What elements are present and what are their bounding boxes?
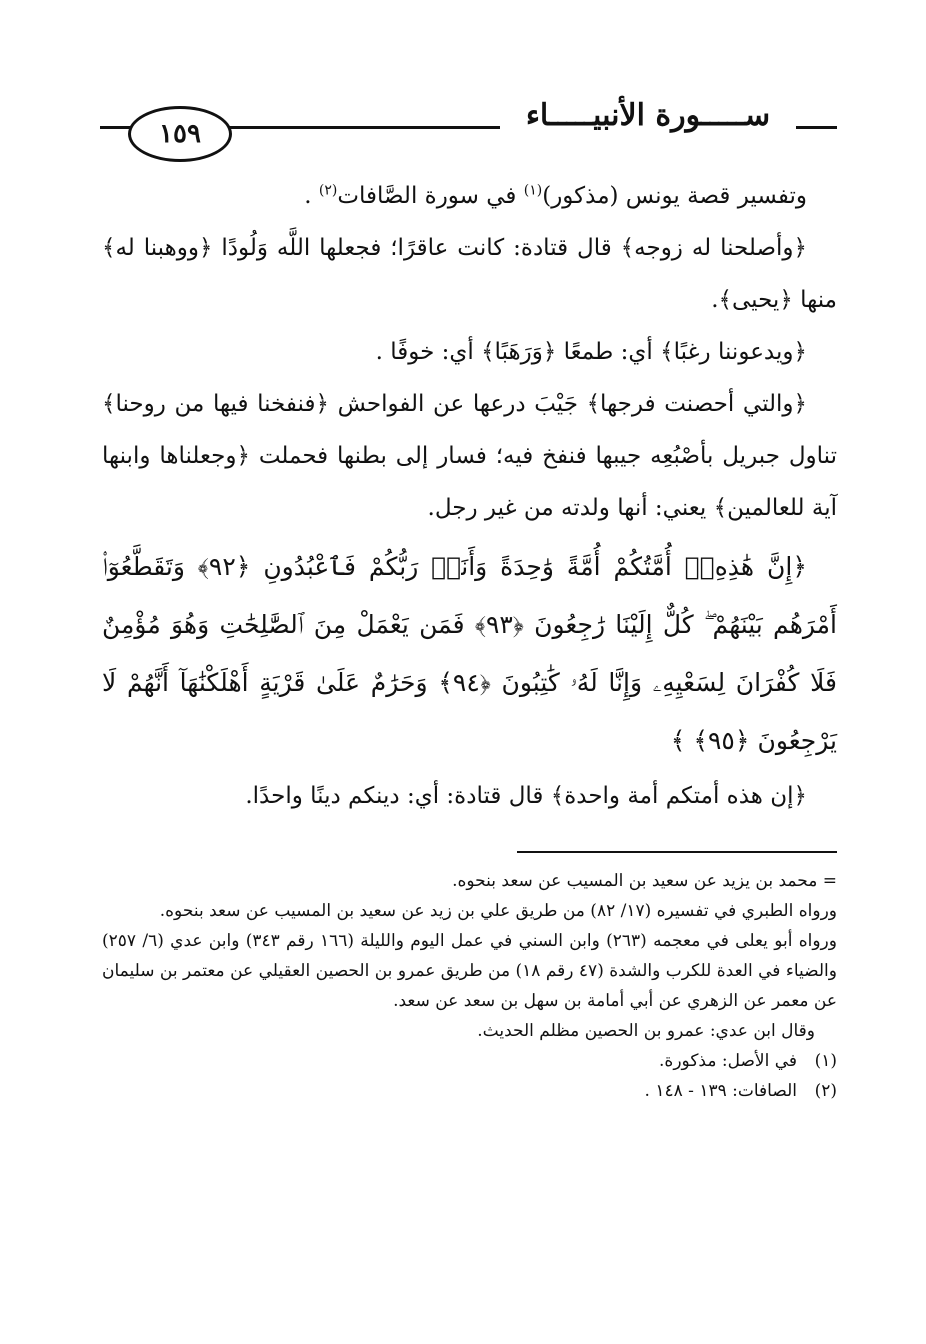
footnote-ibn-adi: وقال ابن عدي: عمرو بن الحصين مظلم الحديث. [477,1021,815,1041]
paragraph-ummah: ﴿إن هذه أمتكم أمة واحدة﴾ قال قتادة: أي: دينكم دينًا واحدًا. [245,783,807,809]
footnote-separator [517,851,837,853]
footnote-2-text: الصافات: ١٣٩ - ١٤٨ . [644,1081,797,1101]
footnote-1-number: (١) [814,1051,837,1071]
footnotes [102,866,837,1106]
paragraph-raghaban: ﴿ويدعوننا رغبًا﴾ أي: طمعًا ﴿وَرَهَبًا﴾ أي: خوفًا . [375,339,807,365]
footnote-abu-yala: ورواه أبو يعلى في معجمه (٢٦٣) وابن السني في عمل اليوم والليلة (١٦٦ رقم ٣٤٣) وابن عدي (٦/ ٢٥٧) والضياء في العدة للكرب والشدة (٤٧ رقم ١٨) من طريق عمرو بن الحصين العقيلي عن معتمر بن سليمان عن معمر عن الزهري عن أبي أمامة بن سهل بن سعد عن سعد. [102,931,837,1011]
surah-title: ســـــورة الأنبيـــــاء [500,96,796,136]
footnote-2-number: (٢) [814,1081,837,1101]
paragraph-yunus-text-2: في سورة الصَّافات [337,183,524,209]
footnote-1-text: في الأصل: مذكورة. [659,1051,797,1071]
footnote-1 [102,1046,837,1076]
main-text [102,170,837,822]
page-number: ١٥٩ [128,106,232,162]
paragraph-yunus-end: . [304,183,319,209]
paragraph-zawjah: ﴿وأصلحنا له زوجه﴾ قال قتادة: كانت عاقرًا؛ فجعلها اللَّه وَلُودًا ﴿ووهبنا له﴾ منها ﴿يحيى﴾. [102,235,837,313]
footnote-tabari: ورواه الطبري في تفسيره (١٧/ ٨٢) من طريق علي بن زيد عن سعيد بن المسيب عن سعد بنحوه. [159,901,837,921]
quran-verses: ﴿إِنَّ هَٰذِهِۦٓ أُمَّتُكُمْ أُمَّةً وَٰحِدَةً وَأَنَا۠ رَبُّكُمْ فَٱعْبُدُونِ ﴿٩٢﴾ وَتَقَطَّعُوٓا۟ أَمْرَهُم بَيْنَهُمْ ۖ كُلٌّ إِلَيْنَا رَٰجِعُونَ ﴿٩٣﴾ فَمَن يَعْمَلْ مِنَ ٱلصَّٰلِحَٰتِ وَهُوَ مُؤْمِنٌ فَلَا كُفْرَانَ لِسَعْيِهِۦ وَإِنَّا لَهُۥ كَٰتِبُونَ ﴿٩٤﴾ وَحَرَٰمٌ عَلَىٰ قَرْيَةٍ أَهْلَكْنَٰهَآ أَنَّهُمْ لَا يَرْجِعُونَ ﴿٩٥﴾ ﴾ [102,552,838,755]
paragraph-yunus [102,170,837,222]
paragraph-ahsanat: ﴿والتي أحصنت فرجها﴾ جَيْبَ درعها عن الفواحش ﴿فنفخنا فيها من روحنا﴾ تناول جبريل بأصْبُعِه جيبها فنفخ فيه؛ فسار إلى بطنها فحملت ﴿وجعلناها وابنها آية للعالمين﴾ يعني: أنها ولدته من غير رجل. [102,391,837,521]
footnote-2 [102,1076,837,1106]
paragraph-yunus-text: وتفسير قصة يونس (مذكور) [542,183,807,209]
footnote-continuation: = محمد بن يزيد عن سعيد بن المسيب عن سعد بنحوه. [452,871,837,891]
footnote-ref-1: (١) [523,182,543,199]
footnote-ref-2: (٢) [318,182,338,199]
